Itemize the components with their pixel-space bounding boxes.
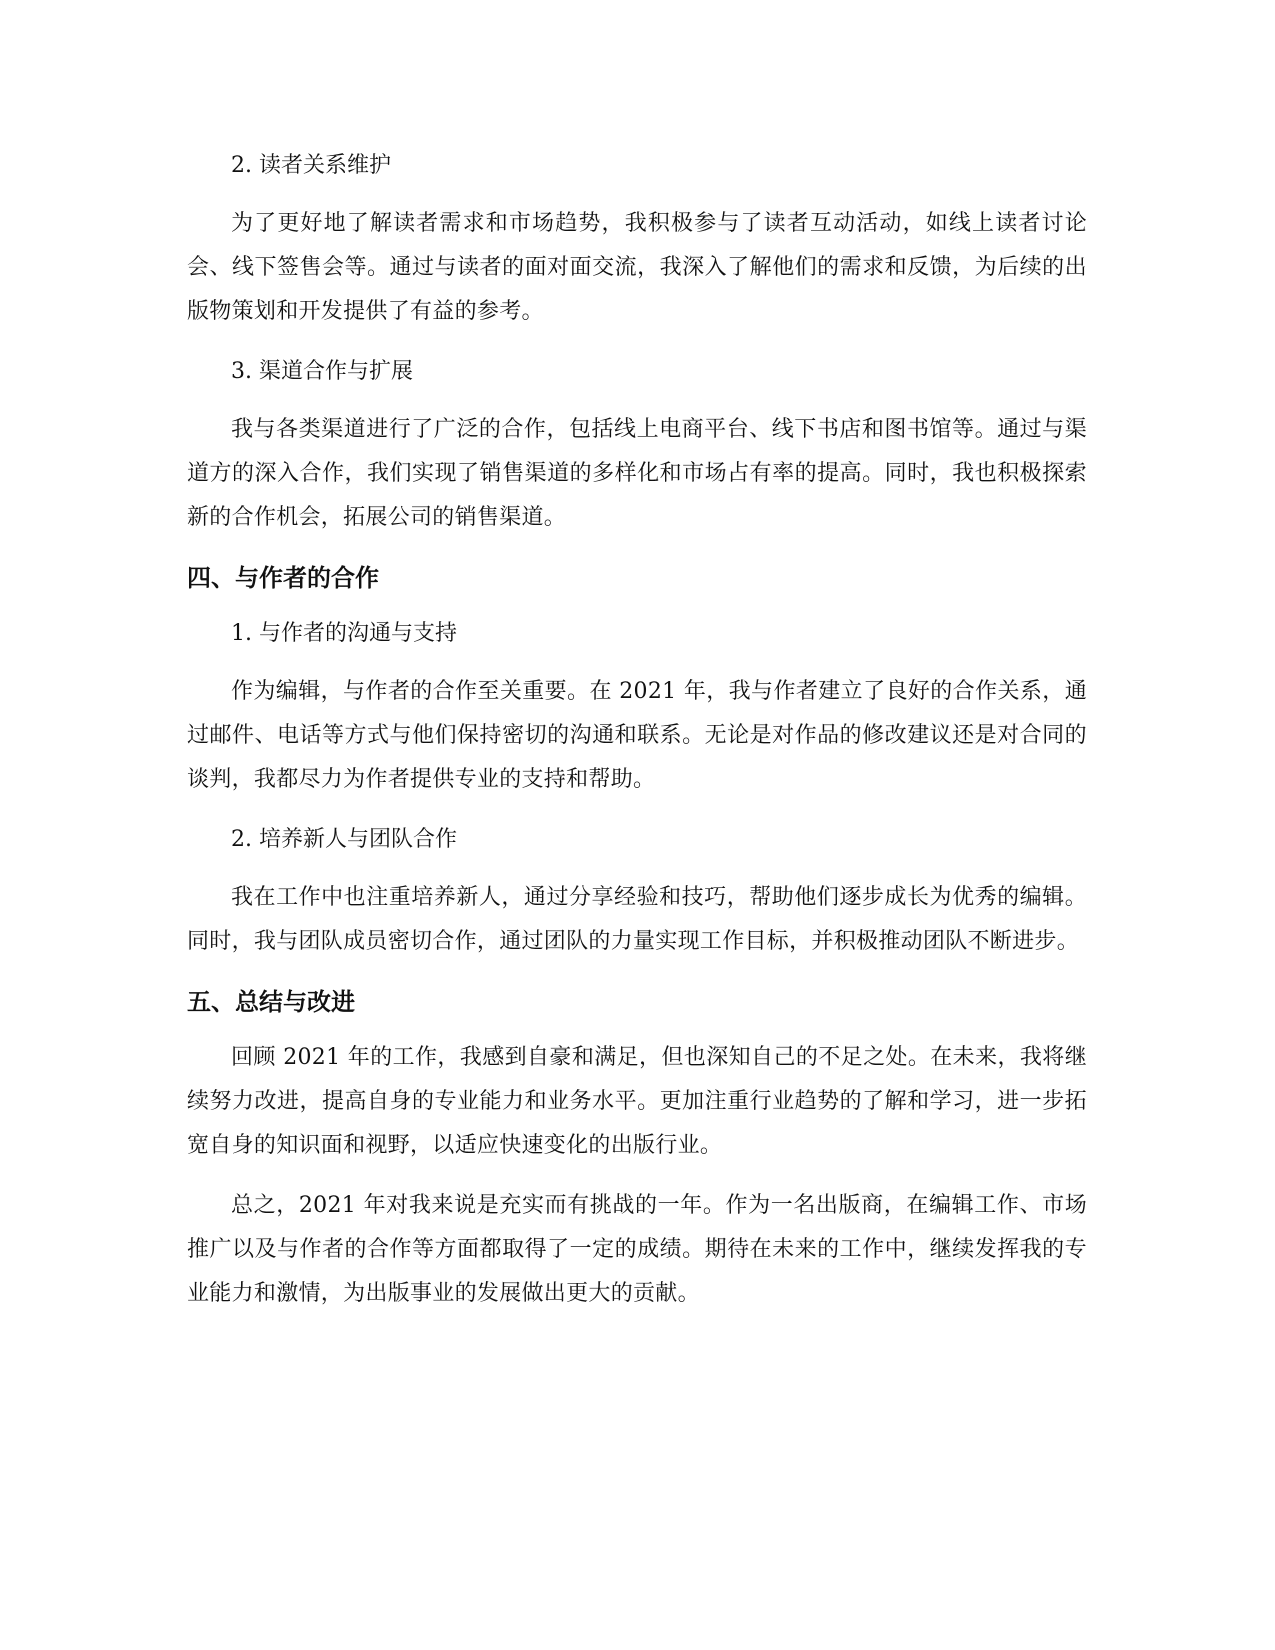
section-heading-author-cooperation: 四、与作者的合作 <box>187 564 379 592</box>
subheading-reader-relations: 2. 读者关系维护 <box>231 153 391 178</box>
subheading-channel-cooperation: 3. 渠道合作与扩展 <box>231 359 413 384</box>
paragraph-channel-cooperation: 我与各类渠道进行了广泛的合作，包括线上电商平台、线下书店和图书馆等。通过与渠道方的深入合作，我们实现了销售渠道的多样化和市场占有率的提高。同时，我也积极探索新的合作机会，拓展公司的销售渠道。 <box>187 417 1087 530</box>
paragraph-reader-relations: 为了更好地了解读者需求和市场趋势，我积极参与了读者互动活动，如线上读者讨论会、线下签售会等。通过与读者的面对面交流，我深入了解他们的需求和反馈，为后续的出版物策划和开发提供了有益的参考。 <box>187 211 1087 324</box>
section-heading-summary: 五、总结与改进 <box>187 988 355 1016</box>
paragraph-author-communication: 作为编辑，与作者的合作至关重要。在 2021 年，我与作者建立了良好的合作关系，通过邮件、电话等方式与他们保持密切的沟通和联系。无论是对作品的修改建议还是对合同的谈判，我都尽力为作者提供专业的支持和帮助。 <box>187 679 1087 792</box>
paragraph-team-training: 我在工作中也注重培养新人，通过分享经验和技巧，帮助他们逐步成长为优秀的编辑。同时，我与团队成员密切合作，通过团队的力量实现工作目标，并积极推动团队不断进步。 <box>187 885 1087 954</box>
document-body <box>187 144 1087 1332</box>
subheading-team-training: 2. 培养新人与团队合作 <box>231 827 457 852</box>
paragraph-review-2021: 回顾 2021 年的工作，我感到自豪和满足，但也深知自己的不足之处。在未来，我将继续努力改进，提高自身的专业能力和业务水平。更加注重行业趋势的了解和学习，进一步拓宽自身的知识面和视野，以适应快速变化的出版行业。 <box>187 1045 1087 1158</box>
subheading-author-communication: 1. 与作者的沟通与支持 <box>231 621 457 646</box>
paragraph-conclusion: 总之，2021 年对我来说是充实而有挑战的一年。作为一名出版商，在编辑工作、市场推广以及与作者的合作等方面都取得了一定的成绩。期待在未来的工作中，继续发挥我的专业能力和激情，为出版事业的发展做出更大的贡献。 <box>187 1193 1087 1306</box>
